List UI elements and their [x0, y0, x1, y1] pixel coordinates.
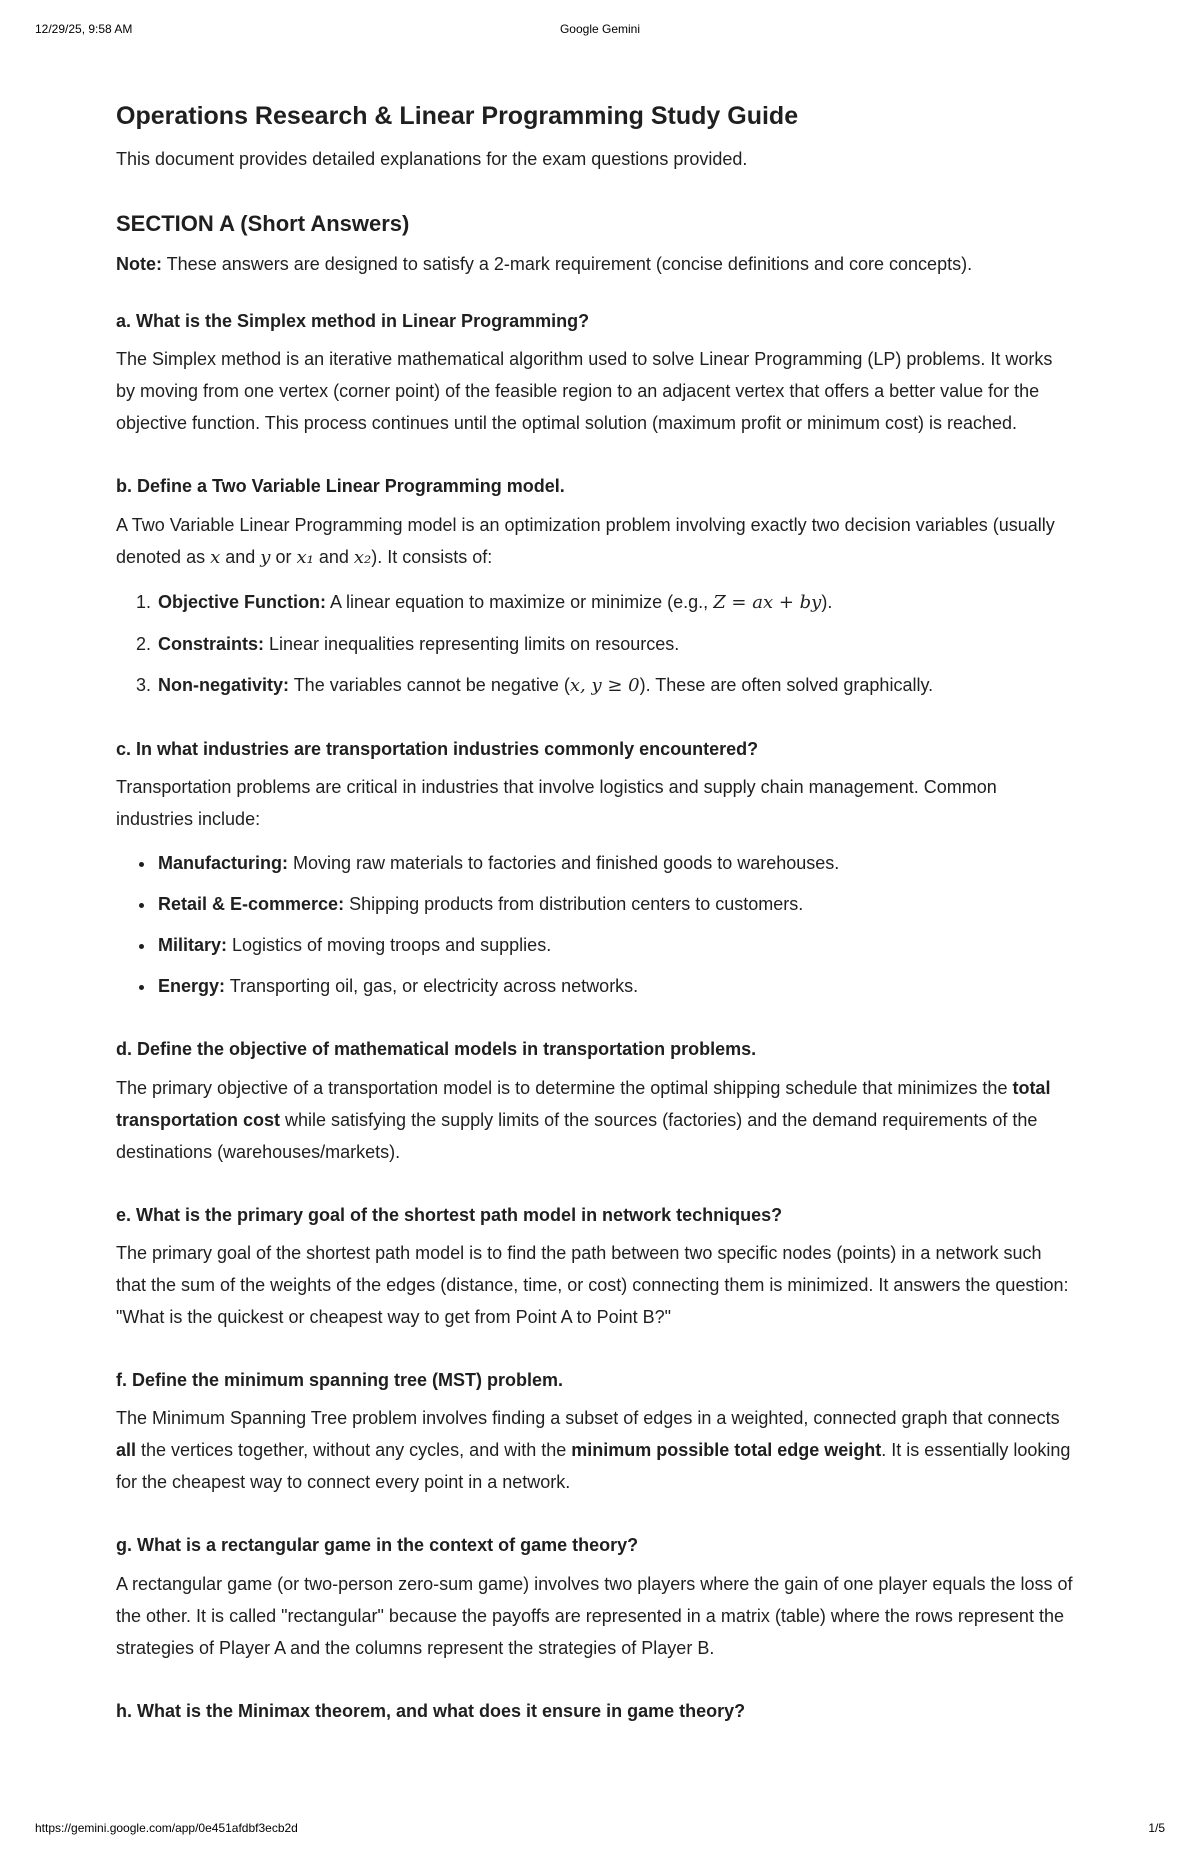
answer-text: or	[270, 546, 297, 567]
list-item	[156, 970, 1076, 1002]
print-date: 12/29/25, 9:58 AM	[35, 22, 133, 36]
question-d-heading: d. Define the objective of mathematical models in transportation problems.	[116, 1039, 757, 1060]
document-title: Operations Research & Linear Programming Study Guide	[116, 102, 799, 130]
answer-text: . It is essentially looking for the cheapest way to connect every point in a network.	[116, 1440, 1071, 1493]
list-item	[156, 929, 1076, 961]
item-label: Constraints:	[158, 633, 265, 654]
industries-list	[116, 847, 1076, 1002]
question-c-answer: Transportation problems are critical in industries that involve logistics and supply chain management. Common industries include:	[116, 777, 997, 830]
print-url: https://gemini.google.com/app/0e451afdbf3ecb2d	[35, 1821, 298, 1835]
item-text: ).	[821, 591, 833, 612]
item-label: Non-negativity:	[158, 674, 290, 695]
item-label: Manufacturing:	[158, 853, 288, 874]
question-b-heading: b. Define a Two Variable Linear Programming model.	[116, 476, 565, 497]
item-text: Moving raw materials to factories and finished goods to warehouses.	[288, 853, 840, 874]
answer-text: while satisfying the supply limits of the sources (factories) and the demand requirements of the destinations (warehouses/markets).	[116, 1109, 1038, 1162]
print-header	[35, 22, 1165, 42]
question-e-heading: e. What is the primary goal of the shortest path model in network techniques?	[116, 1204, 783, 1225]
note-label: Note:	[116, 254, 162, 275]
item-text: A linear equation to maximize or minimize (e.g.,	[326, 591, 714, 612]
answer-text: the vertices together, without any cycles, and with the	[136, 1440, 572, 1461]
answer-emphasis: all	[116, 1440, 137, 1461]
item-label: Energy:	[158, 976, 226, 997]
answer-emphasis: minimum possible total edge weight	[571, 1440, 882, 1461]
item-text: Shipping products from distribution centers to customers.	[344, 894, 804, 915]
list-item	[156, 888, 1076, 920]
item-label: Objective Function:	[158, 591, 327, 612]
section-note	[116, 248, 1076, 280]
item-text: Logistics of moving troops and supplies.	[227, 935, 552, 956]
answer-text: ). It consists of:	[371, 546, 493, 567]
answer-text: and	[220, 546, 261, 567]
question-c-heading: c. In what industries are transportation industries commonly encountered?	[116, 738, 759, 759]
print-page-title: Google Gemini	[559, 22, 641, 36]
answer-text: A Two Variable Linear Programming model is an optimization problem involving exactly two decision variables (usually denoted as	[116, 514, 1055, 567]
question-e-answer: The primary goal of the shortest path model is to find the path between two specific nodes (points) in a network such that the sum of the weights of the edges (distance, time, or cost) connecting them is minimized. It answers the question: "What is the quickest or cheapest way to get from Point A to Point B?"	[116, 1243, 1069, 1328]
list-item	[156, 586, 1076, 619]
question-g-answer: A rectangular game (or two-person zero-sum game) involves two players where the gain of one player equals the loss of the other. It is called "rectangular" because the payoffs are represented in a matrix (table) where the rows represent the strategies of Player A and the columns represent the strategies of Player B.	[116, 1573, 1073, 1658]
print-footer	[35, 1821, 1165, 1841]
item-text: ). These are often solved graphically.	[639, 674, 934, 695]
section-a-heading: SECTION A (Short Answers)	[116, 210, 410, 236]
question-g-heading: g. What is a rectangular game in the context of game theory?	[116, 1535, 639, 1556]
answer-text: and	[313, 546, 354, 567]
question-a-answer: The Simplex method is an iterative mathematical algorithm used to solve Linear Programming (LP) problems. It works by moving from one vertex (corner point) of the feasible region to an adjacent vertex that offers a better value for the objective function. This process continues until the optimal solution (maximum profit or minimum cost) is reached.	[116, 349, 1053, 434]
answer-emphasis: total transportation cost	[116, 1077, 1051, 1130]
item-label: Military:	[158, 935, 228, 956]
item-text: Transporting oil, gas, or electricity across networks.	[225, 976, 639, 997]
item-label: Retail & E-commerce:	[158, 894, 345, 915]
math-nonnegativity: x, y ≥ 0	[569, 674, 640, 696]
item-text: The variables cannot be negative (	[289, 674, 570, 695]
question-f-heading: f. Define the minimum spanning tree (MST) problem.	[116, 1370, 564, 1391]
math-x1: x₁	[296, 546, 314, 568]
list-item	[156, 669, 1076, 702]
question-f-answer	[116, 1402, 1076, 1498]
page-number: 1/5	[1148, 1821, 1165, 1835]
question-d-answer	[116, 1072, 1076, 1168]
note-text: These answers are designed to satisfy a 2-mark requirement (concise definitions and core concepts).	[162, 254, 973, 275]
question-h-heading: h. What is the Minimax theorem, and what does it ensure in game theory?	[116, 1700, 746, 1721]
math-x2: x₂	[353, 546, 372, 568]
answer-text: The Minimum Spanning Tree problem involves finding a subset of edges in a weighted, connected graph that connects	[116, 1408, 1060, 1429]
math-x: x	[210, 546, 221, 568]
lp-model-components-list	[116, 586, 1076, 702]
list-item	[156, 628, 1076, 660]
answer-text: The primary objective of a transportation model is to determine the optimal shipping schedule that minimizes the	[116, 1077, 1013, 1098]
question-b-answer	[116, 509, 1076, 574]
list-item	[156, 847, 1076, 879]
question-a-heading: a. What is the Simplex method in Linear Programming?	[116, 311, 590, 332]
item-text: Linear inequalities representing limits on resources.	[264, 633, 680, 654]
math-y: y	[260, 546, 271, 568]
document-content	[116, 100, 1076, 1733]
document-intro: This document provides detailed explanations for the exam questions provided.	[116, 148, 748, 169]
math-objective: Z = ax + by	[713, 591, 822, 613]
